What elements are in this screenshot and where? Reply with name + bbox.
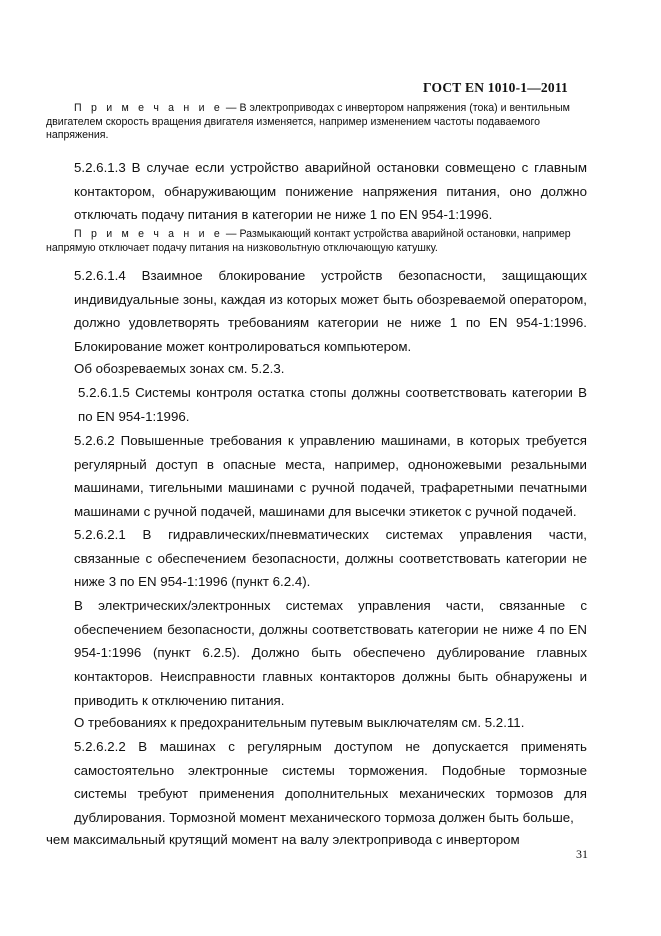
- paragraph-5-2-6-2: 5.2.6.2 Повышенные требования к управлению машинами, в которых требуется регулярный доступ в опасные места, например, одноножевыми резальными машинами, тигельными машинами с ручной подачей, трафаретными печатными машинами с ручной подачей, машинами для высечки этикеток с ручной подачей.: [74, 433, 587, 520]
- document-header: ГОСТ EN 1010-1—2011: [423, 80, 568, 95]
- paragraph-5-2-6-2-2: 5.2.6.2.2 В машинах с регулярным доступом не допускается применять самостоятельно электронные системы торможения. Подобные тормозные системы требуют применения дополнительных механических тормозов для дублирования. Тормозной момент механического тормоза должен быть больше,: [74, 739, 587, 826]
- note-text: — Размыкающий контакт устройства аварийной остановки, например напрямую отключает подачу питания на низковольтную отключающую катушку.: [46, 228, 571, 254]
- note-inverter: [46, 102, 586, 143]
- paragraph-5-2-6-1-3: 5.2.6.1.3 В случае если устройство аварийной остановки совмещено с главным контактором, обнаруживающим понижение напряжения питания, оно должно отключать подачу питания в категории не ниже 1 по EN 954-1:1996.: [74, 160, 587, 223]
- paragraph-electric-systems: В электрических/электронных системах управления части, связанные с обеспечением безопасности, должны соответствовать категории не ниже 4 по EN 954-1:1996 (пункт 6.2.5). Должно быть обеспечено дублирование главных контакторов. Неисправности главных контакторов должны быть обнаружены и приводить к отключению питания.: [74, 598, 587, 708]
- paragraph-limit-switches-ref: О требованиях к предохранительным путевым выключателям см. 5.2.11.: [74, 715, 525, 730]
- page-number: 31: [576, 847, 588, 861]
- paragraph-5-2-6-1-5: 5.2.6.1.5 Системы контроля остатка стопы должны соответствовать категории B по EN 954-1:1996.: [78, 385, 587, 424]
- paragraph-continuation: чем максимальный крутящий момент на валу электропривода с инвертором: [46, 832, 520, 847]
- paragraph-5-2-6-1-4: 5.2.6.1.4 Взаимное блокирование устройств безопасности, защищающих индивидуальные зоны, каждая из которых может быть обозреваемой оператором, должно удовлетворять требованиям категории не ниже 1 по EN 954-1:1996. Блокирование может контролироваться компьютером.: [74, 268, 587, 355]
- paragraph-zones-ref: Об обозреваемых зонах см. 5.2.3.: [74, 361, 285, 376]
- note-label: П р и м е ч а н и е: [74, 102, 223, 114]
- note-contact: [46, 228, 586, 255]
- note-text: — В электроприводах с инвертором напряжения (тока) и вентильным двигателем скорость вращения двигателя изменяется, например изменением частоты подаваемого напряжения.: [46, 102, 570, 141]
- paragraph-5-2-6-2-1: 5.2.6.2.1 В гидравлических/пневматических системах управления части, связанные с обеспечением безопасности, должны соответствовать категории не ниже 3 по EN 954-1:1996 (пункт 6.2.4).: [74, 527, 587, 590]
- note-label: П р и м е ч а н и е: [74, 228, 223, 240]
